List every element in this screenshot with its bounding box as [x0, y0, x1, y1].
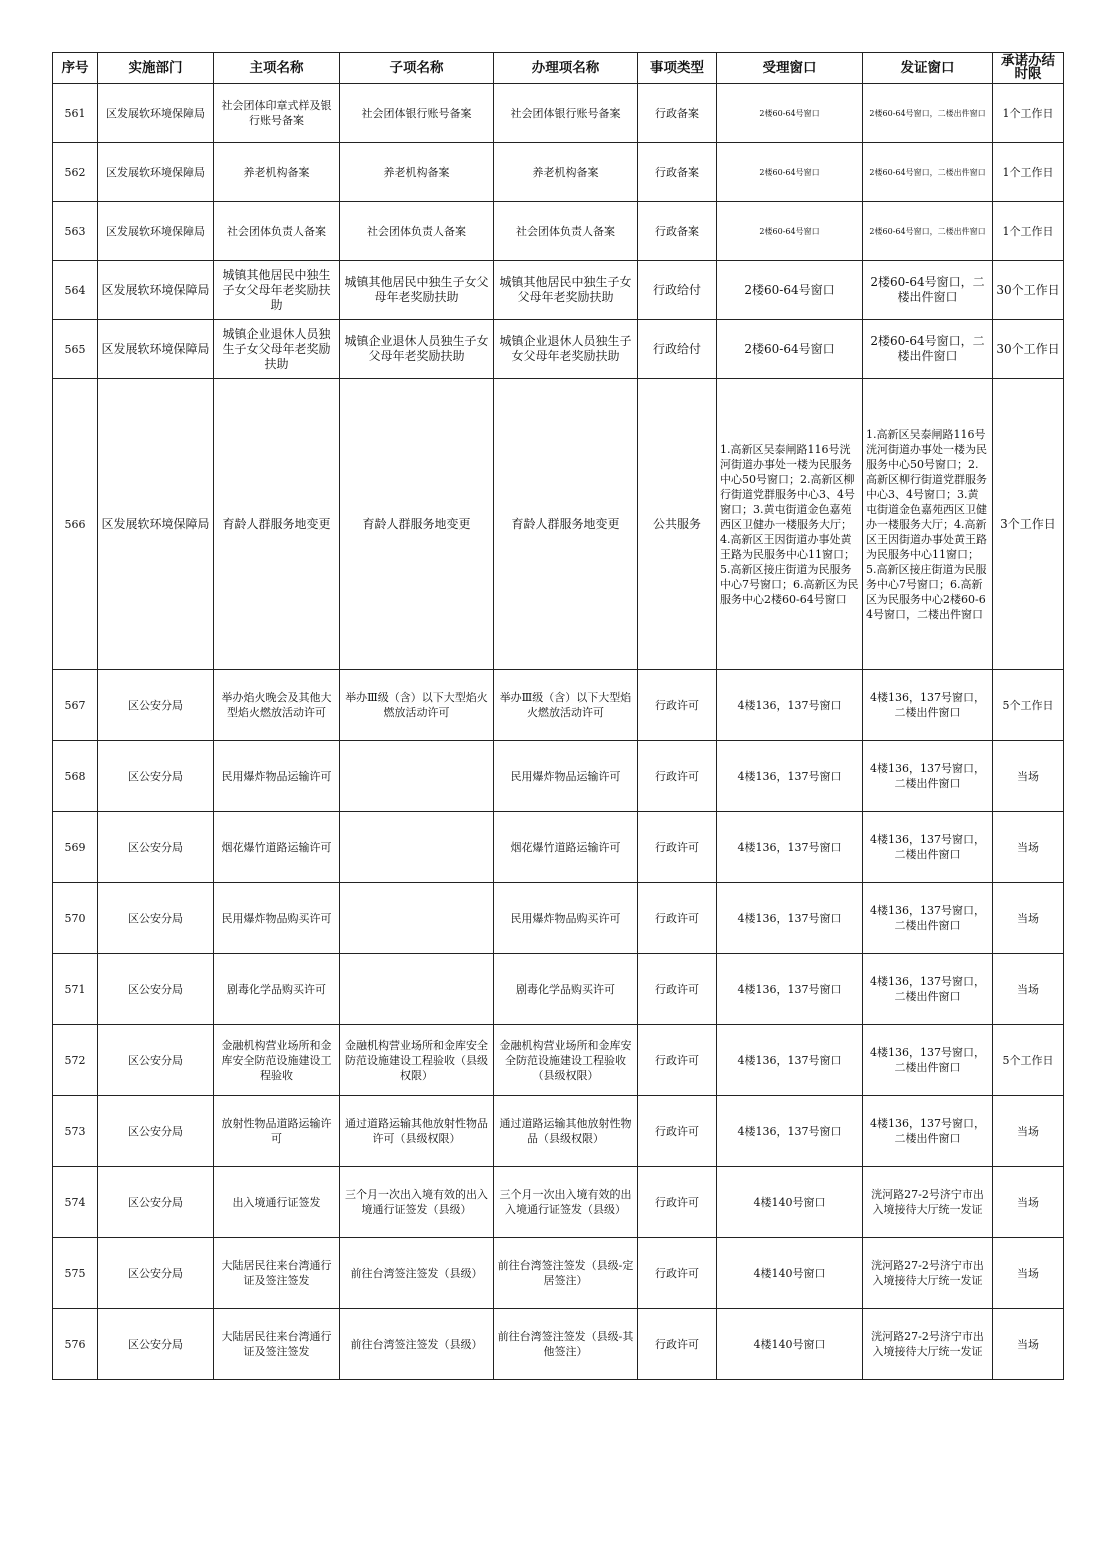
- table-row: [53, 670, 1064, 741]
- cell-sub: 金融机构营业场所和金库安全防范设施建设工程验收（县级权限）: [340, 1025, 494, 1096]
- cell-sub: 通过道路运输其他放射性物品许可（县级权限）: [340, 1096, 494, 1167]
- cell-accept: 4楼140号窗口: [717, 1309, 863, 1380]
- header-item: 办理项名称: [494, 53, 638, 84]
- cell-no: 574: [53, 1167, 98, 1238]
- table-row: [53, 202, 1064, 261]
- cell-accept: 4楼136，137号窗口: [717, 670, 863, 741]
- cell-type: 行政备案: [638, 143, 717, 202]
- cell-dept: 区公安分局: [98, 883, 214, 954]
- cell-main: 育龄人群服务地变更: [214, 379, 340, 670]
- cell-limit: 当场: [993, 954, 1064, 1025]
- cell-no: 571: [53, 954, 98, 1025]
- cell-issue: 4楼136，137号窗口，二楼出件窗口: [863, 954, 993, 1025]
- header-row: [53, 53, 1064, 84]
- cell-limit: 当场: [993, 1309, 1064, 1380]
- cell-main: 民用爆炸物品运输许可: [214, 741, 340, 812]
- cell-dept: 区公安分局: [98, 1167, 214, 1238]
- cell-no: 572: [53, 1025, 98, 1096]
- cell-item: 城镇企业退休人员独生子女父母年老奖励扶助: [494, 320, 638, 379]
- cell-issue: 洸河路27-2号济宁市出入境接待大厅统一发证: [863, 1167, 993, 1238]
- cell-sub: 前往台湾签注签发（县级）: [340, 1238, 494, 1309]
- cell-dept: 区公安分局: [98, 1025, 214, 1096]
- table-row: [53, 1238, 1064, 1309]
- table-row: [53, 143, 1064, 202]
- cell-no: 566: [53, 379, 98, 670]
- cell-main: 民用爆炸物品购买许可: [214, 883, 340, 954]
- cell-sub: [340, 812, 494, 883]
- cell-limit: 30个工作日: [993, 320, 1064, 379]
- cell-issue: 4楼136，137号窗口，二楼出件窗口: [863, 883, 993, 954]
- cell-type: 行政许可: [638, 1167, 717, 1238]
- cell-issue: 2楼60-64号窗口，二楼出件窗口: [863, 261, 993, 320]
- cell-issue: 4楼136，137号窗口，二楼出件窗口: [863, 670, 993, 741]
- cell-item: 民用爆炸物品运输许可: [494, 741, 638, 812]
- table-row: [53, 1167, 1064, 1238]
- table-row: [53, 84, 1064, 143]
- cell-issue: 4楼136，137号窗口，二楼出件窗口: [863, 1096, 993, 1167]
- cell-dept: 区发展软环境保障局: [98, 261, 214, 320]
- cell-dept: 区公安分局: [98, 670, 214, 741]
- cell-accept: 4楼136，137号窗口: [717, 1096, 863, 1167]
- cell-main: 大陆居民往来台湾通行证及签注签发: [214, 1309, 340, 1380]
- cell-no: 562: [53, 143, 98, 202]
- cell-accept: 2楼60-64号窗口: [717, 261, 863, 320]
- cell-accept: 4楼136，137号窗口: [717, 812, 863, 883]
- cell-accept: 4楼136，137号窗口: [717, 883, 863, 954]
- table-row: [53, 812, 1064, 883]
- cell-main: 养老机构备案: [214, 143, 340, 202]
- header-no: 序号: [53, 53, 98, 84]
- cell-dept: 区公安分局: [98, 1096, 214, 1167]
- header-dept: 实施部门: [98, 53, 214, 84]
- cell-limit: 当场: [993, 741, 1064, 812]
- cell-accept: 4楼140号窗口: [717, 1167, 863, 1238]
- cell-sub: 城镇其他居民中独生子女父母年老奖励扶助: [340, 261, 494, 320]
- cell-limit: 当场: [993, 1096, 1064, 1167]
- cell-limit: 当场: [993, 883, 1064, 954]
- cell-type: 行政许可: [638, 1309, 717, 1380]
- cell-main: 城镇企业退休人员独生子女父母年老奖励扶助: [214, 320, 340, 379]
- cell-sub: 社会团体银行账号备案: [340, 84, 494, 143]
- cell-item: 三个月一次出入境有效的出入境通行证签发（县级）: [494, 1167, 638, 1238]
- cell-item: 通过道路运输其他放射性物品（县级权限）: [494, 1096, 638, 1167]
- cell-item: 社会团体负责人备案: [494, 202, 638, 261]
- cell-type: 行政许可: [638, 812, 717, 883]
- cell-accept: 4楼136，137号窗口: [717, 954, 863, 1025]
- cell-main: 烟花爆竹道路运输许可: [214, 812, 340, 883]
- cell-dept: 区发展软环境保障局: [98, 379, 214, 670]
- cell-issue: 1.高新区吴泰闸路116号洸河街道办事处一楼为民服务中心50号窗口；2.高新区柳行街道党群服务中心3、4号窗口；3.黄屯街道金色嘉苑西区卫健办一楼服务大厅；4.高新区王因街道办事处黄王路为民服务中心11窗口；5.高新区接庄街道为民服务中心7号窗口；6.高新区为民服务中心2楼60-64号窗口，二楼出件窗口: [863, 379, 993, 670]
- table-row: [53, 1096, 1064, 1167]
- header-sub: 子项名称: [340, 53, 494, 84]
- cell-main: 出入境通行证签发: [214, 1167, 340, 1238]
- cell-issue: 2楼60-64号窗口，二楼出件窗口: [863, 84, 993, 143]
- cell-main: 剧毒化学品购买许可: [214, 954, 340, 1025]
- cell-type: 行政备案: [638, 202, 717, 261]
- cell-no: 561: [53, 84, 98, 143]
- cell-issue: 4楼136，137号窗口，二楼出件窗口: [863, 812, 993, 883]
- cell-dept: 区公安分局: [98, 954, 214, 1025]
- cell-no: 569: [53, 812, 98, 883]
- cell-sub: 养老机构备案: [340, 143, 494, 202]
- cell-no: 568: [53, 741, 98, 812]
- cell-main: 城镇其他居民中独生子女父母年老奖励扶助: [214, 261, 340, 320]
- cell-sub: 社会团体负责人备案: [340, 202, 494, 261]
- table-row: [53, 883, 1064, 954]
- cell-limit: 当场: [993, 812, 1064, 883]
- cell-dept: 区公安分局: [98, 1309, 214, 1380]
- table-row: [53, 1025, 1064, 1096]
- cell-main: 金融机构营业场所和金库安全防范设施建设工程验收: [214, 1025, 340, 1096]
- cell-issue: 4楼136，137号窗口，二楼出件窗口: [863, 1025, 993, 1096]
- cell-limit: 当场: [993, 1167, 1064, 1238]
- cell-accept: 4楼136，137号窗口: [717, 741, 863, 812]
- service-items-table: [52, 52, 1064, 1380]
- cell-limit: 5个工作日: [993, 670, 1064, 741]
- header-accept: 受理窗口: [717, 53, 863, 84]
- header-limit: 承诺办结时限: [993, 53, 1064, 84]
- table-row: [53, 741, 1064, 812]
- header-main: 主项名称: [214, 53, 340, 84]
- cell-accept: 1.高新区吴泰闸路116号洸河街道办事处一楼为民服务中心50号窗口；2.高新区柳行街道党群服务中心3、4号窗口；3.黄屯街道金色嘉苑西区卫健办一楼服务大厅；4.高新区王因街道办事处黄王路为民服务中心11窗口；5.高新区接庄街道为民服务中心7号窗口；6.高新区为民服务中心2楼60-64号窗口: [717, 379, 863, 670]
- cell-no: 565: [53, 320, 98, 379]
- cell-issue: 2楼60-64号窗口，二楼出件窗口: [863, 143, 993, 202]
- cell-type: 行政许可: [638, 741, 717, 812]
- cell-item: 剧毒化学品购买许可: [494, 954, 638, 1025]
- header-type: 事项类型: [638, 53, 717, 84]
- cell-main: 举办焰火晚会及其他大型焰火燃放活动许可: [214, 670, 340, 741]
- table-row: [53, 261, 1064, 320]
- cell-type: 行政许可: [638, 1238, 717, 1309]
- cell-main: 社会团体负责人备案: [214, 202, 340, 261]
- table-row: [53, 320, 1064, 379]
- cell-dept: 区发展软环境保障局: [98, 320, 214, 379]
- cell-issue: 洸河路27-2号济宁市出入境接待大厅统一发证: [863, 1238, 993, 1309]
- cell-item: 金融机构营业场所和金库安全防范设施建设工程验收（县级权限）: [494, 1025, 638, 1096]
- cell-sub: [340, 883, 494, 954]
- header-issue: 发证窗口: [863, 53, 993, 84]
- cell-type: 行政许可: [638, 954, 717, 1025]
- cell-type: 行政给付: [638, 320, 717, 379]
- cell-dept: 区发展软环境保障局: [98, 202, 214, 261]
- cell-limit: 5个工作日: [993, 1025, 1064, 1096]
- cell-issue: 2楼60-64号窗口，二楼出件窗口: [863, 202, 993, 261]
- cell-main: 放射性物品道路运输许可: [214, 1096, 340, 1167]
- cell-limit: 当场: [993, 1238, 1064, 1309]
- cell-dept: 区公安分局: [98, 812, 214, 883]
- cell-limit: 1个工作日: [993, 84, 1064, 143]
- cell-sub: 举办Ⅲ级（含）以下大型焰火燃放活动许可: [340, 670, 494, 741]
- cell-item: 城镇其他居民中独生子女父母年老奖励扶助: [494, 261, 638, 320]
- cell-no: 563: [53, 202, 98, 261]
- cell-accept: 2楼60-64号窗口: [717, 143, 863, 202]
- cell-type: 行政许可: [638, 670, 717, 741]
- cell-sub: 前往台湾签注签发（县级）: [340, 1309, 494, 1380]
- cell-type: 行政许可: [638, 1025, 717, 1096]
- cell-issue: 4楼136，137号窗口，二楼出件窗口: [863, 741, 993, 812]
- cell-accept: 4楼136，137号窗口: [717, 1025, 863, 1096]
- table-row: [53, 954, 1064, 1025]
- table-row: [53, 379, 1064, 670]
- cell-limit: 3个工作日: [993, 379, 1064, 670]
- cell-dept: 区公安分局: [98, 741, 214, 812]
- cell-no: 573: [53, 1096, 98, 1167]
- cell-type: 公共服务: [638, 379, 717, 670]
- cell-no: 564: [53, 261, 98, 320]
- cell-item: 前往台湾签注签发（县级-其他签注）: [494, 1309, 638, 1380]
- cell-issue: 洸河路27-2号济宁市出入境接待大厅统一发证: [863, 1309, 993, 1380]
- cell-accept: 2楼60-64号窗口: [717, 202, 863, 261]
- cell-accept: 2楼60-64号窗口: [717, 320, 863, 379]
- cell-type: 行政许可: [638, 883, 717, 954]
- cell-accept: 2楼60-64号窗口: [717, 84, 863, 143]
- cell-item: 举办Ⅲ级（含）以下大型焰火燃放活动许可: [494, 670, 638, 741]
- cell-sub: 育龄人群服务地变更: [340, 379, 494, 670]
- cell-item: 民用爆炸物品购买许可: [494, 883, 638, 954]
- table-row: [53, 1309, 1064, 1380]
- cell-limit: 1个工作日: [993, 202, 1064, 261]
- cell-limit: 1个工作日: [993, 143, 1064, 202]
- cell-item: 烟花爆竹道路运输许可: [494, 812, 638, 883]
- cell-sub: [340, 741, 494, 812]
- cell-type: 行政许可: [638, 1096, 717, 1167]
- cell-no: 576: [53, 1309, 98, 1380]
- cell-type: 行政给付: [638, 261, 717, 320]
- cell-no: 575: [53, 1238, 98, 1309]
- cell-no: 567: [53, 670, 98, 741]
- cell-dept: 区发展软环境保障局: [98, 143, 214, 202]
- cell-item: 前往台湾签注签发（县级-定居签注）: [494, 1238, 638, 1309]
- cell-accept: 4楼140号窗口: [717, 1238, 863, 1309]
- cell-main: 大陆居民往来台湾通行证及签注签发: [214, 1238, 340, 1309]
- cell-item: 育龄人群服务地变更: [494, 379, 638, 670]
- cell-item: 养老机构备案: [494, 143, 638, 202]
- cell-sub: 三个月一次出入境有效的出入境通行证签发（县级）: [340, 1167, 494, 1238]
- cell-sub: 城镇企业退休人员独生子女父母年老奖励扶助: [340, 320, 494, 379]
- cell-no: 570: [53, 883, 98, 954]
- cell-type: 行政备案: [638, 84, 717, 143]
- cell-dept: 区公安分局: [98, 1238, 214, 1309]
- cell-item: 社会团体银行账号备案: [494, 84, 638, 143]
- cell-limit: 30个工作日: [993, 261, 1064, 320]
- cell-dept: 区发展软环境保障局: [98, 84, 214, 143]
- cell-issue: 2楼60-64号窗口，二楼出件窗口: [863, 320, 993, 379]
- cell-main: 社会团体印章式样及银行账号备案: [214, 84, 340, 143]
- cell-sub: [340, 954, 494, 1025]
